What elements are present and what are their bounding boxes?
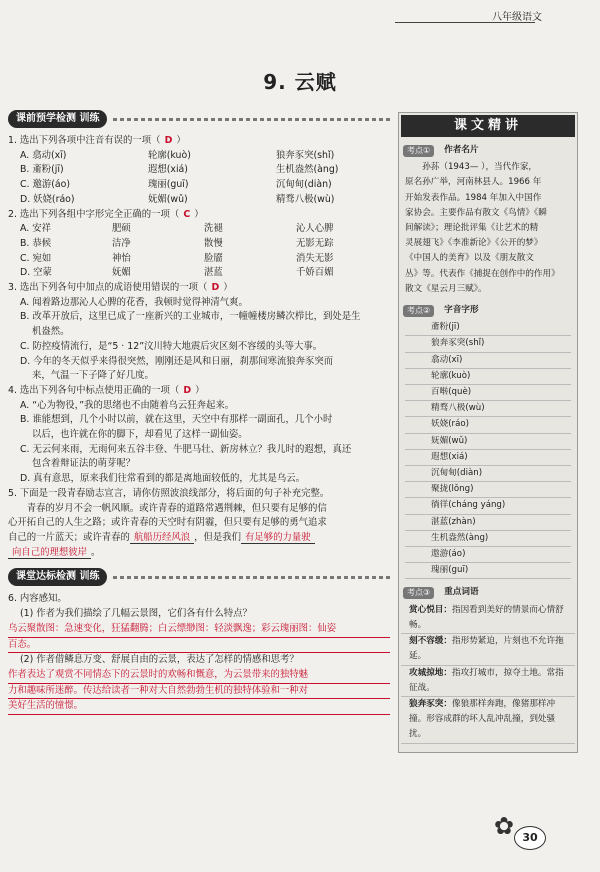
question-3: 3. 选出下列各句中加点的成语使用错误的一项（ D ） A. 闻着路边那沁人心脾的花香，我顿时觉得神清气爽。 B. 改革开放后，这里已成了一座新兴的工业城市，一幢幢楼房鳞次栉比，到处是生 机盎然。 C. 防控疫情流行，是“5 · 12”汶川特大地震后灾区刻不容缓的头等大事。 D. 今年的冬天似乎来得很突然，刚刚还是风和日丽，刹那间寒流狼奔豕突而 来，气温一下子降了好几度。 <box>8 282 361 382</box>
answer-6-2: 作者表达了观赏不同情态下的云景时的欢畅和慨意，为云景带来的独特魅 <box>8 668 390 684</box>
question-5: 5. 下面是一段青春励志宣言，请你仿照波浪线部分，将后面的句子补充完整。 青春的岁月不会一帆风顺。或许青春的道路常遇荆棘，但只要有足够的信 心开拓自己的人生之路；或许青春的天空时有阴霾，但只要有足够的勇气追求 自己的一片蓝天；或许青春的 航船历经风浪 ，但是我们 有足够的力量驶 向自己的理想彼岸 。 <box>8 487 330 558</box>
lesson-notes-sidebar: 课文精讲 考点① 作者名片 孙荪（1943— ），当代作家， 原名孙广举，河南林县人。1966 年 开始发表作品。1984 年加入中国作 家协会。主要作品有散文《鸟情》《瞬 间解读》；理论批评集《让艺术的精 灵展翅飞》《李准新论》《公开的梦》 《中国人的美育》以及《朋友散文 丛》等。代表作《捕捉在创作中的作用》 散文《星云月三赋》。 考点② 字音字形 齑粉(jī) 狼奔豕突(shǐ) 翕动(xī) 轮廓(kuò) 百啭(què) 精骛八极(wù) 妖娆(ráo) 妩媚(wǔ) 遐想(xiá) 沉甸甸(diàn) 聚拢(lǒng) 徜徉(cháng yáng) 湛蓝(zhàn) 生机盎然(àng) 遨游(áo) 瑰丽(guī) 考点③ 重点词语 赏心悦目：指因看到美好的情景而心情舒畅。 刻不容缓：指形势紧迫，片刻也不允许拖延。 攻城掠地：指攻打城市，掠夺土地。常指征战。 狼奔豕突：像狼那样奔跑，像猪那样冲撞。形容成群的坏人乱冲乱撞，到处骚扰。 <box>398 112 578 753</box>
answer-6-1: 乌云聚散图：急速变化，狂猛翻腾；白云缥缈图：轻淡飘逸；彩云瑰丽图：仙姿 <box>8 622 390 638</box>
question-4: 4. 选出下列各句中标点使用正确的一项（ D ） A. “心为物役，”我的思绪也不由随着乌云狂奔起来。 B. 谁能想到，几个小时以前，就在这里，天空中有那样一副面孔，几个小时 以后，也许就在你的脚下，却看见了这样一副仙姿。 C. 无云何来雨，无雨何来五谷丰登、牛肥马壮、新房林立？我儿时的遐想，真还 包含着辩证法的萌芽呢？ D. 真有意思，原来我们往常看到的都是离地面较低的，尤其是乌云。 <box>8 384 352 485</box>
question-6: 6. 内容感知。 (1) 作者为我们描绘了几幅云景图，它们各有什么特点？ 乌云聚散图：急速变化，狂猛翻腾；白云缥缈图：轻淡飘逸；彩云瑰丽图：仙姿 百态。 (2) 作者借鳞息万变、舒展自由的云景，表达了怎样的情感和思考？ 作者表达了观赏不同情态下的云景时的欢畅和慨意，为云景带来的独特魅 力和趣味所迷醉。传达给读者一种对大自然勃勃生机的独特体验和一种对 美好生活的憧憬。 <box>8 592 390 715</box>
point-badge: 考点③ <box>403 587 434 599</box>
word-list: 齑粉(jī) 狼奔豕突(shǐ) 翕动(xī) 轮廓(kuò) 百啭(què) 精骛八极(wù) 妖娆(ráo) 妩媚(wǔ) 遐想(xiá) 沉甸甸(diàn) 聚拢(lǒng) 徜徉(cháng yáng) 湛蓝(zhàn) 生机盎然(àng) 遨游(áo) 瑰丽(guī) <box>399 320 577 579</box>
header-rule <box>395 22 535 23</box>
term-list: 赏心悦目：指因看到美好的情景而心情舒畅。 刻不容缓：指形势紧迫，片刻也不允许拖延。 攻城掠地：指攻打城市，掠夺土地。常指征战。 狼奔豕突：像狼那样奔跑，像猪那样冲撞。形容成群的坏人乱冲乱撞，到处骚扰。 <box>399 603 577 744</box>
section-header-pre <box>8 110 390 128</box>
page-number: 30 <box>514 826 546 850</box>
point-badge: 考点② <box>403 305 434 317</box>
options-2: A. 安祥 肥硕 洗褪 沁人心脾 B. 恭候 洁净 散慢 无影无踪 C. 宛如 神怡 脸靥 消失无影 D. 空蒙 妩媚 湛蓝 千娇百媚 <box>20 223 334 279</box>
options-1: A. 翕动(xī) 轮廓(kuò) 狼奔豕突(shǐ) B. 齑粉(jī) 遐想(xiá) 生机盎然(àng) C. 邀游(áo) 瑰丽(guī) 沉甸甸(diàn) D. 妖娆(ráo) 妩媚(wǔ) 精骛八极(wù) <box>20 149 339 205</box>
point-badge: 考点① <box>403 145 434 157</box>
section-tag: 课前预学检测 训练 <box>8 110 107 128</box>
lesson-title: 9. 云赋 <box>263 70 337 94</box>
exercise-column <box>8 108 390 715</box>
section-bar <box>113 118 390 121</box>
fill-answer-a: 航船历经风浪 <box>130 532 194 544</box>
answer-2: C <box>183 208 191 220</box>
question-2: 2. 选出下列各组中字形完全正确的一项（ C ） A. 安祥 肥硕 洗褪 沁人心脾 B. 恭候 洁净 散慢 无影无踪 C. 宛如 神怡 脸靥 消失无影 D. 空蒙 妩媚 湛蓝 千娇百媚 <box>8 208 390 282</box>
section-bar <box>113 576 390 579</box>
fill-answer-b: 有足够的力量驶 <box>241 532 315 544</box>
answer-4: D <box>183 384 192 396</box>
answer-1: D <box>164 135 173 146</box>
answer-3: D <box>211 282 220 294</box>
section-header-class <box>8 568 390 586</box>
section-tag: 课堂达标检测 训练 <box>8 568 107 586</box>
sidebar-title: 课文精讲 <box>401 115 575 137</box>
fill-answer-c: 向自己的理想彼岸 <box>8 547 91 559</box>
question-1: 1. 选出下列各项中注音有误的一项（ D ） A. 翕动(xī) 轮廓(kuò) 狼奔豕突(shǐ) B. 齑粉(jī) 遐想(xiá) 生机盎然(àng) C. 邀游(áo) 瑰丽(guī) 沉甸甸(diàn) D. 妖娆(ráo) 妩媚(wǔ) 精骛八极(wù) <box>8 134 390 208</box>
swirl-ornament-icon: ✿ <box>493 812 514 840</box>
author-bio: 孙荪（1943— ），当代作家， 原名孙广举，河南林县人。1966 年 开始发表作品。1984 年加入中国作 家协会。主要作品有散文《鸟情》《瞬 间解读》；理论批评集《让艺术的精 灵展翅飞》《李准新论》《公开的梦》 《中国人的美育》以及《朋友散文 丛》等。代表作《捕捉在创作中的作用》 散文《星云月三赋》。 <box>405 162 560 294</box>
subject-label: 八年级语文 <box>492 12 542 23</box>
